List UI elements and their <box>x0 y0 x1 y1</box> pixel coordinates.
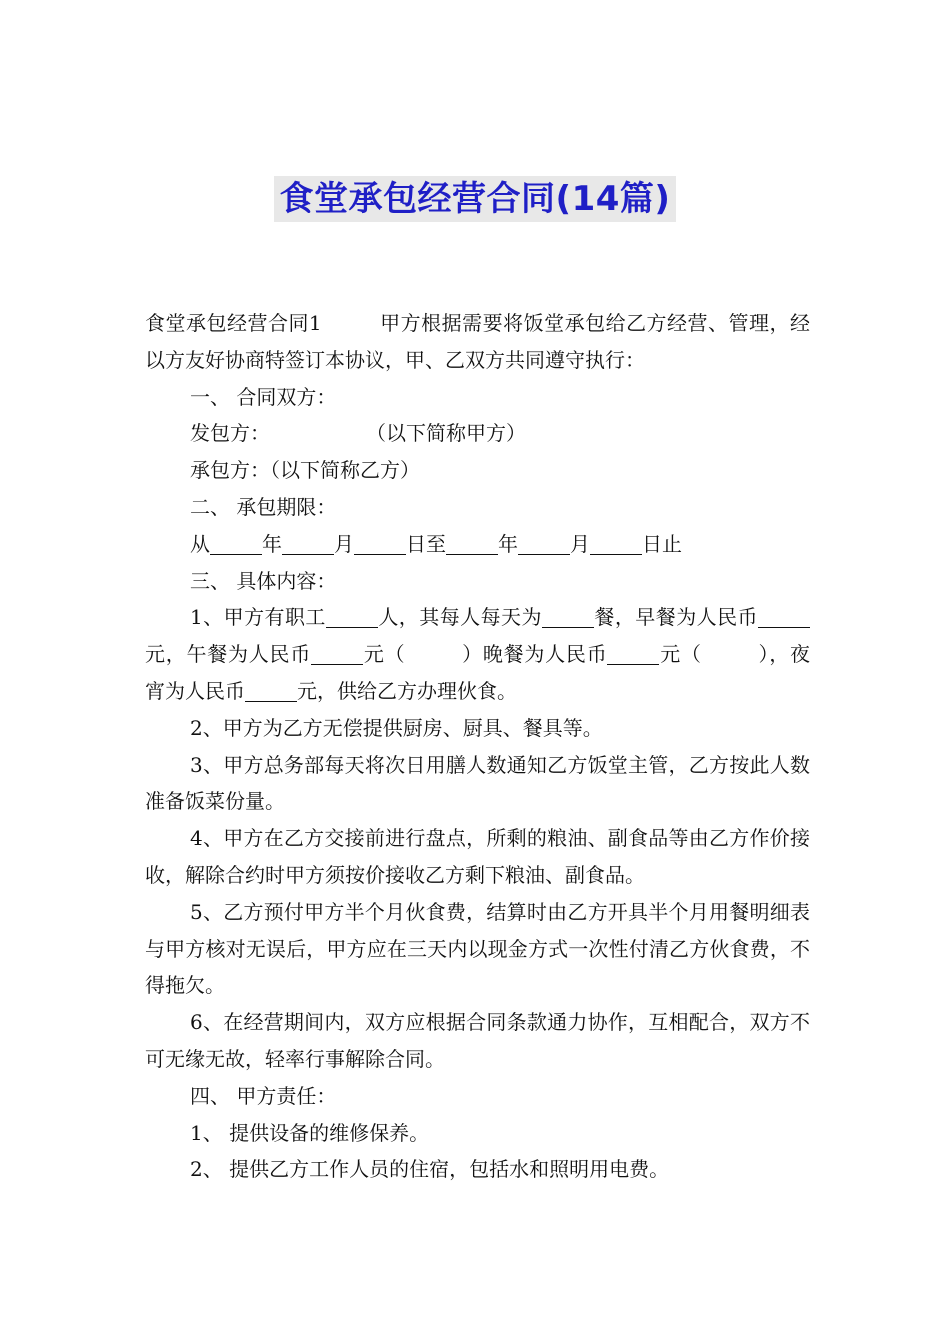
party-b-line <box>145 452 810 489</box>
content-item-1 <box>145 599 810 709</box>
c1-b: 人，其每人每天为 <box>377 605 542 630</box>
c1-e: 元（ <box>363 642 406 667</box>
document-body <box>145 305 810 1188</box>
term-day-end: 日止 <box>642 531 682 556</box>
party-a-line <box>145 415 810 452</box>
term-year-2: 年 <box>498 531 518 556</box>
c1-f: ）晚餐为人民币 <box>461 642 608 667</box>
blank-field <box>607 642 659 665</box>
c1-d: 元，午餐为人民币 <box>145 642 312 667</box>
content-item-6: 6、在经营期间内，双方应根据合同条款通力协作，互相配合，双方不可无缘无故，轻率行事解除合同。 <box>145 1010 810 1071</box>
intro-text: 甲方根据需要将饭堂承包给乙方经营、管理，经以方友好协商特签订本协议，甲、乙双方共同遵守执行： <box>145 311 811 372</box>
blank-field <box>354 532 406 555</box>
term-month-1: 月 <box>334 531 354 556</box>
section-3-title: 三、 具体内容： <box>190 568 337 593</box>
c1-c: 餐，早餐为人民币 <box>593 605 759 630</box>
term-from: 从 <box>190 531 210 556</box>
blank-field <box>326 605 378 628</box>
term-year-1: 年 <box>262 531 282 556</box>
blank-field <box>245 679 297 702</box>
document-title-wrap <box>0 176 950 222</box>
content-item-5: 5、乙方预付甲方半个月伙食费，结算时由乙方开具半个月用餐明细表与甲方核对无误后，甲方应在三天内以现金方式一次性付清乙方伙食费，不得拖欠。 <box>145 899 810 998</box>
section-2-title: 二、 承包期限： <box>190 494 337 519</box>
content-item-3: 3、甲方总务部每天将次日用膳人数通知乙方饭堂主管，乙方按此人数准备饭菜份量。 <box>145 752 810 814</box>
party-a-label: 发包方： <box>190 421 270 446</box>
intro-paragraph <box>145 305 810 379</box>
content-item-4: 4、甲方在乙方交接前进行盘点，所剩的粮油、副食品等由乙方作价接收，解除合约时甲方须按价接收乙方剩下粮油、副食品。 <box>145 826 810 887</box>
content-item-2: 2、甲方为乙方无偿提供厨房、厨具、餐具等。 <box>190 715 603 740</box>
responsibility-item-2: 2、 提供乙方工作人员的住宿，包括水和照明用电费。 <box>190 1157 670 1182</box>
party-b-note: （以下简称乙方） <box>270 458 420 483</box>
responsibility-item-1: 1、 提供设备的维修保养。 <box>190 1120 430 1145</box>
blank-field <box>518 532 570 555</box>
party-a-note: （以下简称甲方） <box>366 421 526 446</box>
blank-field <box>590 532 642 555</box>
party-b-label: 承包方： <box>190 458 270 483</box>
c1-i: 元，供给乙方办理伙食。 <box>297 678 517 703</box>
blank-field <box>542 605 594 628</box>
intro-heading: 食堂承包经营合同1 <box>145 311 322 335</box>
term-line <box>145 526 810 563</box>
section-4-title: 四、 甲方责任： <box>190 1083 337 1108</box>
c1-h: ），夜宵为人民币 <box>145 642 811 703</box>
blank-field <box>758 605 810 628</box>
blank-field <box>282 532 334 555</box>
term-month-2: 月 <box>570 531 590 556</box>
blank-field <box>210 532 262 555</box>
c1-g: 元（ <box>659 642 702 667</box>
blank-field <box>311 642 363 665</box>
term-day-to: 日至 <box>406 531 446 556</box>
c1-a: 1、甲方有职工 <box>190 605 326 630</box>
blank-field <box>446 532 498 555</box>
section-1-title: 一、 合同双方： <box>190 384 337 409</box>
document-title: 食堂承包经营合同(14篇) <box>274 176 677 222</box>
